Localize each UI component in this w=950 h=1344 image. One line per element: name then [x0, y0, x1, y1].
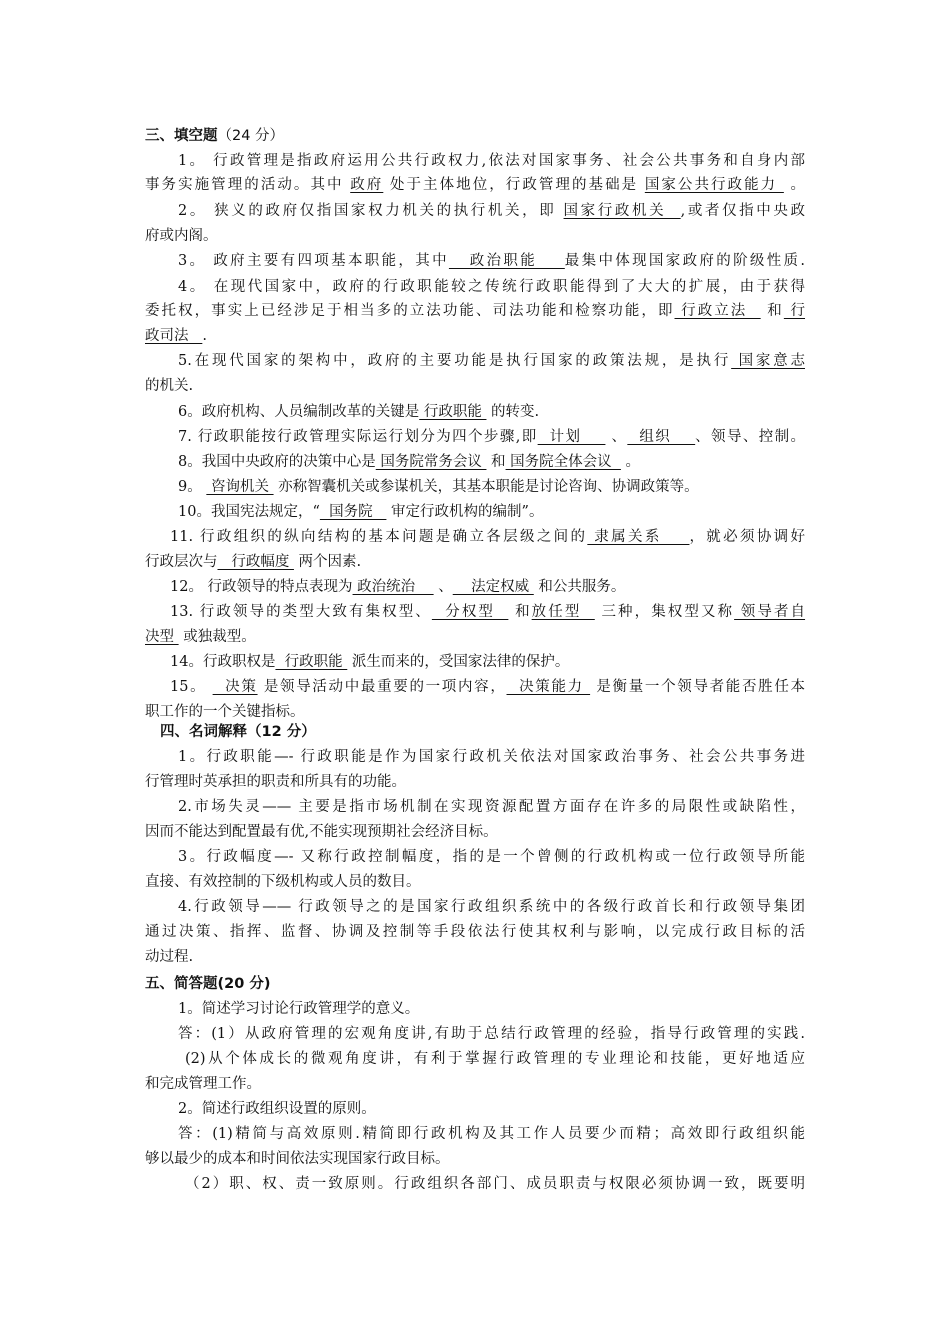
fill-blank-answer: 政治统治: [352, 579, 434, 595]
text-run: 和: [760, 303, 784, 319]
s3-item-15-line-2: [145, 702, 305, 722]
fill-blank-answer: 决策能力: [506, 679, 591, 695]
text-run: 14。行政职权是: [170, 654, 276, 670]
text-run: 8。我国中央政府的决策中心是: [178, 454, 376, 470]
text-run: 派生而来的，受国家法律的保护。: [347, 654, 570, 670]
text-run: 和: [486, 454, 506, 470]
s3-item-6-line-1: [178, 402, 539, 422]
text-run: 1。简述学习讨论行政管理学的意义。: [178, 1001, 420, 1017]
text-run: 够以最少的成本和时间依法实现国家行政目标。: [145, 1151, 450, 1167]
text-run: .: [202, 328, 207, 344]
s5-item-1-line-1: [178, 999, 419, 1019]
s5-item-5-line-2: [145, 1149, 450, 1169]
fill-blank-answer: 放任型: [531, 604, 595, 620]
s5-item-3-line-2: [145, 1074, 261, 1094]
text-run: 三种，集权型又称: [594, 604, 735, 620]
text-run: 因而不能达到配置最有优,不能实现预期社会经济目标。: [145, 824, 498, 840]
s3-item-5-line-2: [145, 376, 193, 396]
fill-blank-answer: 国务院: [319, 504, 387, 520]
s5-item-4-line-1: [178, 1099, 376, 1119]
text-run: ,或者仅指中央政: [680, 203, 806, 219]
text-run: 3。行政幅度—- 又称行政控制幅度，指的是一个曾侧的行政机构或一位行政领导所能: [178, 849, 805, 865]
text-run: 答：(1)精简与高效原则.精简即行政机构及其工作人员要少而精；高效即行政组织能: [178, 1126, 805, 1142]
s3-item-14-line-1: [170, 652, 569, 672]
fill-blank-answer: 行政职能: [419, 404, 487, 420]
text-run: 。: [620, 454, 640, 470]
fill-blank-answer: 分权型: [431, 604, 509, 620]
s5-item-3-line-1: [185, 1049, 805, 1069]
section-3-points: （24 分）: [217, 128, 285, 144]
text-run: 13. 行政领导的类型大致有集权型、: [170, 604, 432, 620]
s4-item-4-line-3: [145, 947, 193, 967]
fill-blank-answer: 行: [783, 303, 806, 319]
s3-item-8-line-1: [178, 452, 640, 472]
fill-blank-answer: 国务院全体会议: [505, 454, 621, 470]
text-run: ，就必须协调好: [689, 529, 806, 545]
fill-blank-answer: 国家行政机关: [563, 203, 681, 219]
s3-item-5-line-1: [178, 351, 805, 371]
text-run: 是领导活动中最重要的一项内容，: [257, 679, 507, 695]
text-run: 11. 行政组织的纵向结构的基本问题是确立各层级之间的: [170, 529, 588, 545]
fill-blank-answer: 领导者自: [734, 604, 806, 620]
fill-blank-answer: 隶属关系: [587, 529, 690, 545]
text-run: 通过决策、指挥、监督、协调及控制等手段依法行使其权利与影响，以完成行政目标的活: [145, 924, 805, 940]
s3-item-2-line-1: [178, 201, 805, 221]
fill-blank-answer: 决策: [212, 679, 258, 695]
fill-blank-answer: 行政立法: [674, 303, 761, 319]
text-run: 10。我国宪法规定，“: [178, 504, 320, 520]
s3-item-15-line-1: [170, 677, 805, 697]
s3-item-10-line-1: [178, 502, 543, 522]
fill-blank-answer: 行政职能: [275, 654, 348, 670]
s4-item-2-line-1: [178, 797, 805, 817]
s4-item-4-line-1: [178, 897, 805, 917]
s4-item-3-line-2: [145, 872, 421, 892]
text-run: 6。政府机构、人员编制改革的关键是: [178, 404, 420, 420]
s3-item-9-line-1: [178, 477, 699, 497]
s4-item-1-line-2: [145, 772, 406, 792]
text-run: 1。行政职能—- 行政职能是作为国家行政机关依法对国家政治事务、社会公共事务进: [178, 749, 805, 765]
text-run: 的转变.: [486, 404, 540, 420]
text-run: 审定行政机构的编制”。: [386, 504, 544, 520]
fill-blank-answer: 国家公共行政能力: [644, 177, 784, 193]
s3-item-13-line-1: [170, 602, 805, 622]
s3-item-3-line-1: [178, 251, 805, 271]
section-5-heading: 五、简答题(20 分): [145, 976, 271, 992]
s3-item-13-line-2: [145, 627, 256, 647]
text-run: 直接、有效控制的下级机构或人员的数目。: [145, 874, 421, 890]
text-run: 两个因素.: [293, 554, 362, 570]
s3-item-7-line-1: [178, 427, 805, 447]
fill-blank-answer: 决型: [145, 629, 179, 645]
text-run: 委托权，事实上已经涉足于相当多的立法功能、司法功能和检察功能，即: [145, 303, 675, 319]
text-run: 和公共服务。: [533, 579, 626, 595]
s3-item-11-line-2: [145, 552, 361, 572]
s5-item-5-line-1: [178, 1124, 805, 1144]
text-run: 职工作的一个关键指标。: [145, 704, 305, 720]
s4-item-4-line-2: [145, 922, 805, 942]
text-run: 亦称智囊机关或参谋机关，其基本职能是讨论咨询、协调政策等。: [273, 479, 699, 495]
section-3-heading: [145, 126, 284, 146]
s4-item-3-line-1: [178, 847, 805, 867]
section-3-title: 三、填空题: [145, 128, 218, 144]
text-run: 或独裁型。: [178, 629, 256, 645]
text-run: (2)从个体成长的微观角度讲，有利于掌握行政管理的专业理论和技能，更好地适应: [185, 1051, 805, 1067]
text-run: 是衡量一个领导者能否胜任本: [590, 679, 806, 695]
s5-item-2-line-1: [178, 1024, 805, 1044]
text-run: 12。 行政领导的特点表现为: [170, 579, 353, 595]
s3-item-2-line-2: [145, 226, 218, 246]
text-run: 行政层次与: [145, 554, 218, 570]
s3-item-4-line-3: [145, 326, 207, 346]
text-run: 动过程.: [145, 949, 194, 965]
text-run: 2。 狭义的政府仅指国家权力机关的执行机关，即: [178, 203, 564, 219]
text-run: 事务实施管理的活动。其中: [145, 177, 351, 193]
text-run: 5.在现代国家的架构中，政府的主要功能是执行国家的政策法规，是执行: [178, 353, 732, 369]
text-run: 答：(1）从政府管理的宏观角度讲,有助于总结行政管理的经验，指导行政管理的实践.: [178, 1026, 805, 1042]
text-run: 、: [433, 579, 453, 595]
text-run: 、: [605, 429, 628, 445]
fill-blank-answer: 国家意志: [731, 353, 805, 369]
s3-item-1-line-1: [178, 151, 805, 171]
text-run: 处于主体地位，行政管理的基础是: [383, 177, 645, 193]
fill-blank-answer: 组织: [627, 429, 696, 445]
s4-item-1-line-1: [178, 747, 805, 767]
text-run: 2。简述行政组织设置的原则。: [178, 1101, 376, 1117]
fill-blank-answer: 咨询机关: [206, 479, 274, 495]
text-run: 4.行政领导—— 行政领导之的是国家行政组织系统中的各级行政首长和行政领导集团: [178, 899, 805, 915]
fill-blank-answer: 政司法: [145, 328, 203, 344]
s3-item-4-line-2: [145, 301, 805, 321]
fill-blank-answer: 行政幅度: [217, 554, 294, 570]
fill-blank-answer: 政治职能: [448, 253, 565, 269]
s3-item-1-line-2: [145, 175, 805, 195]
text-run: 3。 政府主要有四项基本职能，其中: [178, 253, 449, 269]
text-run: 9。: [178, 479, 207, 495]
text-run: 、领导、控制。: [695, 429, 806, 445]
text-run: 和: [508, 604, 532, 620]
fill-blank-answer: 法定权威: [452, 579, 534, 595]
fill-blank-answer: 计划: [537, 429, 606, 445]
text-run: （2）职、权、责一致原则。行政组织各部门、成员职责与权限必须协调一致，既要明: [185, 1176, 805, 1192]
text-run: 府或内阁。: [145, 228, 218, 244]
text-run: 7. 行政职能按行政管理实际运行划分为四个步骤,即: [178, 429, 538, 445]
text-run: 4。 在现代国家中，政府的行政职能较之传统行政职能得到了大大的扩展，由于获得: [178, 279, 805, 295]
s3-item-11-line-1: [170, 527, 805, 547]
s4-item-2-line-2: [145, 822, 498, 842]
section-4-heading: 四、名词解释（12 分）: [160, 724, 316, 740]
s3-item-4-line-1: [178, 277, 805, 297]
text-run: 行管理时英承担的职责和所具有的功能。: [145, 774, 406, 790]
s3-item-12-line-1: [170, 577, 625, 597]
text-run: 的机关.: [145, 378, 194, 394]
text-run: 2.市场失灵—— 主要是指市场机制在实现资源配置方面存在许多的局限性或缺陷性，: [178, 799, 805, 815]
s5-item-6-line-1: [185, 1174, 805, 1194]
text-run: 1。 行政管理是指政府运用公共行政权力,依法对国家事务、社会公共事务和自身内部: [178, 153, 805, 169]
text-run: 最集中体现国家政府的阶级性质.: [564, 253, 805, 269]
fill-blank-answer: 政府: [350, 177, 384, 193]
text-run: 15。: [170, 679, 213, 695]
text-run: 。: [783, 177, 806, 193]
text-run: 和完成管理工作。: [145, 1076, 261, 1092]
fill-blank-answer: 国务院常务会议: [375, 454, 487, 470]
